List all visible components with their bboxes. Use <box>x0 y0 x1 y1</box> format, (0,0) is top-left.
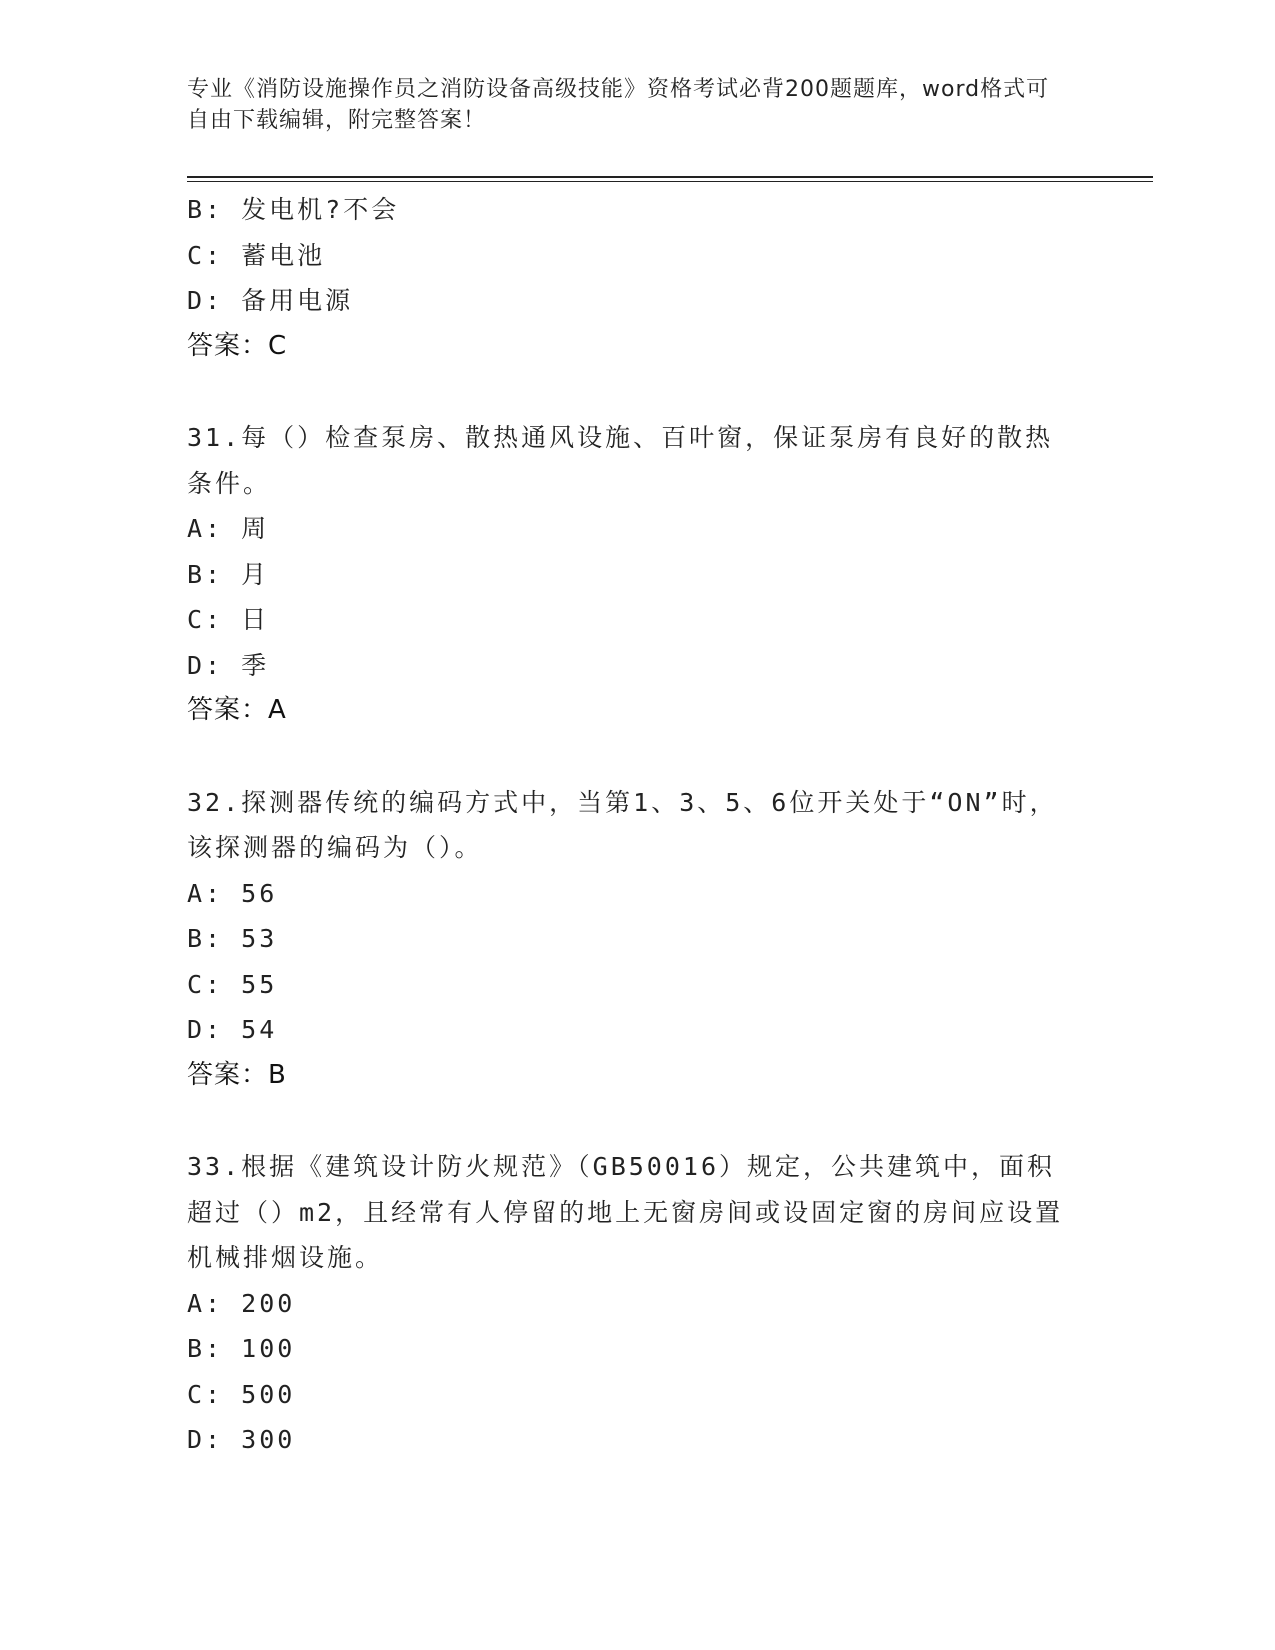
question-content <box>187 187 1087 1463</box>
option-a: A: 周 <box>187 514 270 543</box>
option-a: A: 200 <box>187 1288 296 1318</box>
option-b: B: 53 <box>187 924 278 953</box>
answer-line: 答案：C <box>187 330 288 361</box>
answer-line: 答案：B <box>187 1059 287 1090</box>
option-c: C: 日 <box>187 605 270 634</box>
option-d: D: 300 <box>187 1425 296 1454</box>
answer-line: 答案：A <box>187 695 287 725</box>
option-c: C: 55 <box>187 969 278 999</box>
option-a: A: 56 <box>187 878 278 908</box>
option-b: B: 100 <box>187 1334 296 1363</box>
option-b: B: 月 <box>187 559 270 589</box>
spacer <box>187 369 1087 415</box>
page-header: 专业《消防设施操作员之消防设备高级技能》资格考试必背200题题库，word格式可自由下载编辑，附完整答案！ <box>187 77 1050 133</box>
option-c: C: 蓄电池 <box>187 240 326 270</box>
question-32 <box>187 780 1087 1099</box>
option-c: C: 500 <box>187 1379 296 1409</box>
header-rule-thin <box>187 181 1153 182</box>
option-d: D: 54 <box>187 1015 278 1044</box>
option-d: D: 备用电源 <box>187 286 354 315</box>
header-rule-thick <box>187 176 1153 178</box>
spacer <box>187 734 1087 780</box>
option-d: D: 季 <box>187 650 270 680</box>
question-31 <box>187 415 1087 734</box>
option-b: B: 发电机?不会 <box>187 195 400 224</box>
spacer <box>187 1098 1087 1144</box>
question-text: 32.探测器传统的编码方式中，当第1、3、5、6位开关处于“ON”时，该探测器的编码为（）。 <box>187 787 1058 862</box>
question-text: 33.根据《建筑设计防火规范》（GB50016）规定，公共建筑中，面积超过（）m2，且经常有人停留的地上无窗房间或设固定窗的房间应设置机械排烟设施。 <box>187 1152 1064 1272</box>
question-text: 31.每（）检查泵房、散热通风设施、百叶窗，保证泵房有良好的散热条件。 <box>187 423 1054 498</box>
prev-question-block <box>187 187 1087 369</box>
question-33 <box>187 1144 1087 1463</box>
